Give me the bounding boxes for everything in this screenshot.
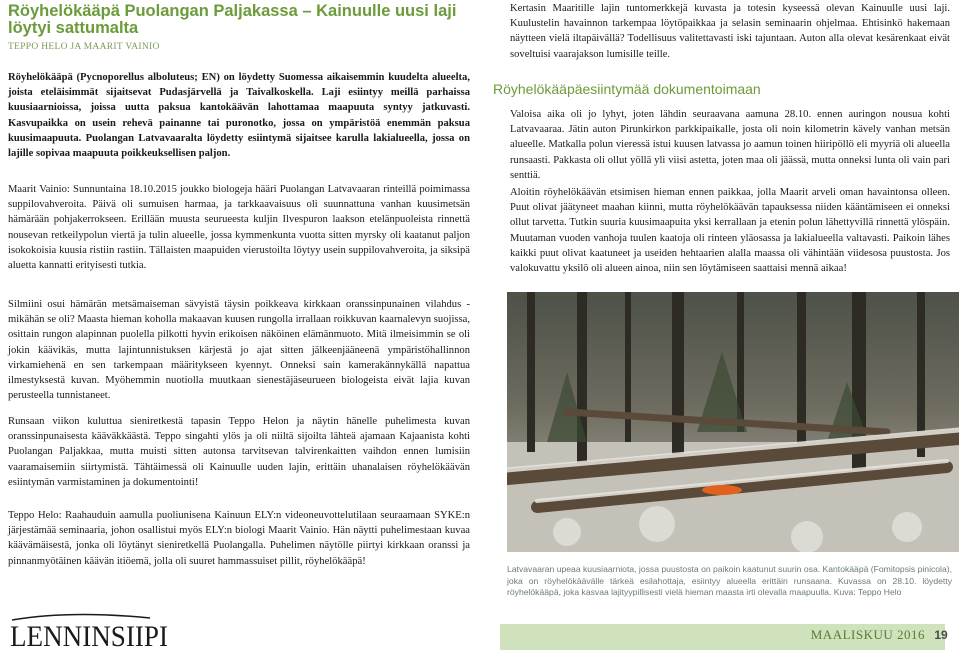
byline: TEPPO HELO JA MAARIT VAINIO <box>8 42 160 52</box>
page-number: 19 <box>934 628 948 642</box>
forest-photo-illustration <box>507 292 959 552</box>
left-column <box>8 0 470 567</box>
forest-photo <box>507 292 959 552</box>
article-title: Röyhelökääpä Puolangan Paljakassa – Kainuulle uusi laji löytyi sattumalta <box>8 2 457 37</box>
section-subheading: Röyhelökääpäesiintymää dokumentoimaan <box>493 81 761 97</box>
lenninsiipi-logo <box>10 612 170 654</box>
body-paragraph: Aloitin röyhelökäävän etsimisen hieman ennen paikkaa, jolla Maarit arveli oman havaintonsa olleen. Puut olivat jäätyneet maahan kiinni, mutta röyhelökäävän tapauksessa niiden kääntämiseen ei onneksi ollut tarvetta. Tutkin suuria kuusimaapuita yksi kerrallaan ja etenin polun lähettyvillä rinnettä ylöspäin. Muutaman vuoden vanhoja tuulen kaatoja oli rinteen yläosassa ja lakialueella valtavasti. Paikoin lähes kaikki puut olivat kaatuneet ja useiden hehtaarien alalla maassa oli vähintään viidesosa puustosta. Jos valokuvattu yksilö oli alueen ainoa, niin sen löytämiseen saattaisi mennä aikaa! <box>510 187 950 275</box>
lead-paragraph: Röyhelökääpä (Pycnoporellus alboluteus; EN) on löydetty Suomessa aikaisemmin kuudelta alueelta, joista eteläisimmät sijaitsevat Pudasjärvellä ja Taivalkoskella. Laji esiintyy meillä parhaissa kuusiaarnioissa, joissa uutta paksua kantokäävän lahottamaa maapuuta syntyy jatkuvasti. Kasvupaikka on usein rehevä painanne tai puronotko, jossa on ympäristöä enemmän paksua kuusimaapuuta. Puolangan Latvavaaralta löydetty esiintymä sijaitsee karulla lakialueella, jossa on lajille sopivaa maapuuta poikkeuksellisen paljon. <box>8 72 470 160</box>
body-paragraph: Kertasin Maaritille lajin tuntomerkkejä kuvasta ja totesin kyseessä olevan Kainuulle uusi laji. Kuulustelin havainnon tarkempaa löytöpaikkaa ja selasin seminaarin ohjelmaa. Ehtisinkö hakemaan näytteen vielä iltapäivällä? Todellisuus valitettavasti iski tajuntaan. Auton alla olevat kesärenkaat eivät soveltuisi vaarajakson lumisille teille. <box>510 3 950 60</box>
photo-caption: Latvavaaran upeaa kuusiaarniota, jossa puustosta on paikoin kaatunut suurin osa. Kantokääpä (Fomitopsis pinicola), joka on röyhelökäävälle tärkeä esilahottaja, esiintyy alueella erittäin runsaana. Kuvassa on 28.10. löydetty röyhelökääpä, joka kasvaa lajityypillisesti vielä hieman maasta irti olevalla maapuulla. Kuva: Teppo Helo <box>507 564 952 597</box>
body-paragraph: Silmiini osui hämärän metsämaiseman sävyistä täysin poikkeava kirkkaan oranssinpunainen vilahdus - mikähän se oli? Maasta hieman koholla makaavan kuusen rungolla irrallaan roikkuvan kaarnalevyn suojissa, osittain rungon alapinnan puolella pilkotti hyvin erikoisen näköinen elämänmuoto. Mitä ilmeisimmin se oli jokin käävikäs, mutta lajintunnistuksen kärjestä jo ajat sitten jälkeenjääneenä ympäristöhallinnon virkamiehenä en sen tarkempaan määritykseen kyennyt. Onneksi sain kamerakännykällä napattua ilmestyksestä kuvan. Myöhemmin nuotiolla muutkaan sienestäjäseurueen biologeista eivät lajia kuvan perusteella tunnistaneet. <box>8 299 470 402</box>
footer-bar <box>500 624 945 650</box>
logo-wordmark: LENNINSIIPI <box>10 620 168 653</box>
body-paragraph: Maarit Vainio: Sunnuntaina 18.10.2015 joukko biologeja hääri Puolangan Latvavaaran rinteillä poimimassa suppilovahveroita. Päivä oli sumuisen harmaa, ja tarkkaavaisuus oli suunnattuna vanhan kuusimetsän hämärään pohjakerrokseen. Erillään muusta seurueesta kuljin Ilvespuron laakson etelänpuoleista rinnettä nousevan retkeilypolun viertä ja tulin alueelle, jossa kymmenkunta vuotta sitten myrsky oli kaatanut paljon isokokoisia kuusia ristiin rastiin. Tällaisten maapuiden vierustoilta löytyy usein suppilovahveroita, ja siksipä aluetta kannatti erityisesti tutkia. <box>8 184 470 272</box>
body-paragraph: Valoisa aika oli jo lyhyt, joten lähdin seuraavana aamuna 28.10. ennen auringon nousua kohti Latvavaaraa. Jätin auton Pirunkirkon parkkipaikalle, josta oli noin kilometrin kävely vanhan metsän alueelle. Matkalla polun vieressä istui kuusen latvassa jo aamun toinen hiiripöllö eli myyriä oli alueella runsaasti. Pakkasta oli ollut yöllä yli viisi astetta, joten maa oli jäässä, mutta onneksi lunta oli vain pari senttiä. <box>510 109 950 181</box>
body-paragraph: Runsaan viikon kuluttua sieniretkestä tapasin Teppo Helon ja näytin hänelle puhelimesta kuvan oranssinpunaisesta kääväkkäästä. Teppo singahti ylös ja oli niiltä sijoilta lähteä ajamaan Kajaanista kohti Puolangan Paljakkaa, mutta muisti sitten autonsa tarvitsevan talvirenkaitten vaihdon ennen lumisiin vaaramaisemiin siirtymistä. Tähtäimessä oli Kainuulle uuden lajin, erittäin uhanalaisen röyhelökäävän esiintymän varmistaminen ja dokumentointi! <box>8 416 470 488</box>
body-paragraph: Teppo Helo: Raahauduin aamulla puoliunisena Kainuun ELY:n videoneuvottelutilaan seuraamaan SYKE:n järjestämää seminaaria, johon osallistui myös ELY:n biologi Maarit Vainio. Hän näytti puhelimestaan kuvaa käävämäisestä, jonka oli löytänyt sieniretkellä Puolangalla. Puhelimen näytölle piirtyi kirkkaan oranssi ja pinnanmyötäinen käävän itiöemä, jolla oli suuret hammassuiset pillit, röyhelökääpä! <box>8 510 470 567</box>
issue-label: MAALISKUU 2016 <box>810 627 925 642</box>
